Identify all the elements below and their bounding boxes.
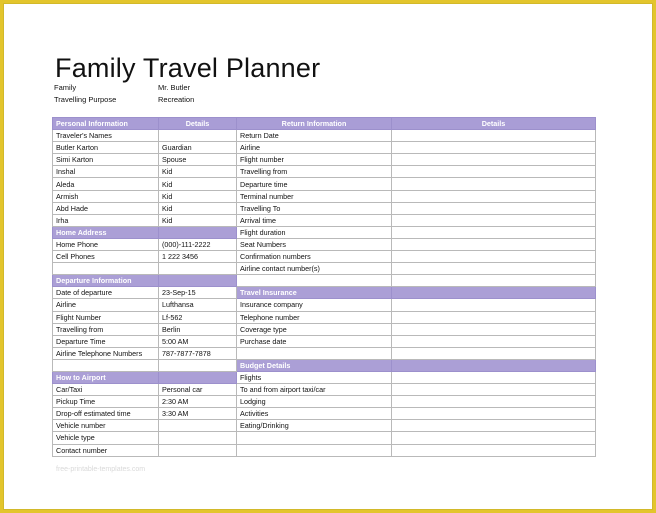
table-cell xyxy=(392,202,596,214)
table-cell xyxy=(392,190,596,202)
table-cell xyxy=(392,238,596,250)
table-cell xyxy=(392,299,596,311)
table-cell: Spouse xyxy=(159,154,237,166)
table-cell xyxy=(392,214,596,226)
table-header-cell: Return Information xyxy=(237,118,392,130)
table-cell: Departure time xyxy=(237,178,392,190)
table-cell xyxy=(392,226,596,238)
table-cell xyxy=(392,396,596,408)
table-header-cell: Personal Information xyxy=(53,118,159,130)
table-cell xyxy=(237,347,392,359)
table-cell: Vehicle number xyxy=(53,420,159,432)
table-row xyxy=(53,420,596,432)
table-cell: Kid xyxy=(159,202,237,214)
table-cell xyxy=(53,359,159,371)
table-cell: 23-Sep-15 xyxy=(159,287,237,299)
table-row xyxy=(53,311,596,323)
table-cell xyxy=(392,178,596,190)
table-cell xyxy=(392,166,596,178)
table-cell xyxy=(392,444,596,456)
table-cell: Airline Telephone Numbers xyxy=(53,347,159,359)
table-cell xyxy=(392,130,596,142)
table-cell: Return Date xyxy=(237,130,392,142)
table-cell xyxy=(392,251,596,263)
table-row xyxy=(53,214,596,226)
table-row xyxy=(53,178,596,190)
table-cell xyxy=(237,444,392,456)
table-cell: To and from airport taxi/car xyxy=(237,384,392,396)
table-cell: Terminal number xyxy=(237,190,392,202)
table-cell xyxy=(159,226,237,238)
table-row xyxy=(53,154,596,166)
table-cell xyxy=(159,130,237,142)
table-cell: Pickup Time xyxy=(53,396,159,408)
table-cell: 2:30 AM xyxy=(159,396,237,408)
table-cell: Flight Number xyxy=(53,311,159,323)
table-cell: Airline xyxy=(237,142,392,154)
meta-family-label: Family xyxy=(54,83,77,92)
table-row xyxy=(53,359,596,371)
table-cell xyxy=(392,347,596,359)
table-row xyxy=(53,202,596,214)
table-cell: Eating/Drinking xyxy=(237,420,392,432)
table-cell: Inshal xyxy=(53,166,159,178)
table-cell: Date of departure xyxy=(53,287,159,299)
table-cell: Drop-off estimated time xyxy=(53,408,159,420)
section-header-cell: Home Address xyxy=(53,226,159,238)
meta-family-value: Mr. Butler xyxy=(158,83,191,92)
table-cell: Abd Hade xyxy=(53,202,159,214)
table-cell: Coverage type xyxy=(237,323,392,335)
table-cell: Irha xyxy=(53,214,159,226)
table-cell: Insurance company xyxy=(237,299,392,311)
table-cell xyxy=(392,335,596,347)
table-row xyxy=(53,190,596,202)
table-cell: Home Phone xyxy=(53,238,159,250)
table-cell: Airline xyxy=(53,299,159,311)
table-cell: Armish xyxy=(53,190,159,202)
table-cell: 1 222 3456 xyxy=(159,251,237,263)
table-cell: Flight number xyxy=(237,154,392,166)
table-row xyxy=(53,347,596,359)
table-cell xyxy=(159,275,237,287)
table-cell xyxy=(392,408,596,420)
table-cell: Confirmation numbers xyxy=(237,251,392,263)
table-cell: Butler Karton xyxy=(53,142,159,154)
table-cell: Airline contact number(s) xyxy=(237,263,392,275)
watermark: free-printable-templates.com xyxy=(56,466,146,473)
meta-purpose-value: Recreation xyxy=(158,95,195,104)
table-row xyxy=(53,396,596,408)
table-cell xyxy=(392,142,596,154)
table-row xyxy=(53,335,596,347)
table-cell: Travelling from xyxy=(237,166,392,178)
table-cell: Travelling To xyxy=(237,202,392,214)
table-cell: Personal car xyxy=(159,384,237,396)
table-cell: Lf-562 xyxy=(159,311,237,323)
table-cell: Berlin xyxy=(159,323,237,335)
table-row xyxy=(53,432,596,444)
meta-purpose-label: Travelling Purpose xyxy=(54,95,117,104)
table-cell: Purchase date xyxy=(237,335,392,347)
table-cell: Kid xyxy=(159,178,237,190)
table-cell xyxy=(159,263,237,275)
section-header-cell: Budget Details xyxy=(237,359,392,371)
table-cell: Telephone number xyxy=(237,311,392,323)
table-cell xyxy=(392,384,596,396)
table-cell: 5:00 AM xyxy=(159,335,237,347)
table-cell xyxy=(392,371,596,383)
table-cell xyxy=(159,420,237,432)
table-cell: Contact number xyxy=(53,444,159,456)
table-cell xyxy=(237,275,392,287)
table-cell xyxy=(392,359,596,371)
table-header-cell: Details xyxy=(392,118,596,130)
table-cell xyxy=(392,275,596,287)
table-cell xyxy=(237,432,392,444)
table-cell: Guardian xyxy=(159,142,237,154)
table-cell: Vehicle type xyxy=(53,432,159,444)
table-cell: Lufthansa xyxy=(159,299,237,311)
table-row xyxy=(53,323,596,335)
table-cell xyxy=(392,432,596,444)
table-header-cell: Details xyxy=(159,118,237,130)
section-header-cell: Travel Insurance xyxy=(237,287,392,299)
table-row xyxy=(53,444,596,456)
table-cell: (000)-111-2222 xyxy=(159,238,237,250)
table-cell: Departure Time xyxy=(53,335,159,347)
table-row xyxy=(53,166,596,178)
table-header-row xyxy=(53,118,596,130)
table-cell: Car/Taxi xyxy=(53,384,159,396)
table-cell: Kid xyxy=(159,166,237,178)
table-cell xyxy=(392,287,596,299)
table-cell: Arrival time xyxy=(237,214,392,226)
table-cell: Kid xyxy=(159,214,237,226)
table-cell: Flight duration xyxy=(237,226,392,238)
table-cell xyxy=(392,420,596,432)
page-title: Family Travel Planner xyxy=(55,53,321,83)
table-cell xyxy=(392,263,596,275)
travel-planner-table xyxy=(52,117,596,457)
table-cell: Kid xyxy=(159,190,237,202)
table-cell xyxy=(159,432,237,444)
table-row xyxy=(53,251,596,263)
table-cell: Activities xyxy=(237,408,392,420)
table-row xyxy=(53,287,596,299)
table-row xyxy=(53,371,596,383)
table-cell: Travelling from xyxy=(53,323,159,335)
table-row xyxy=(53,408,596,420)
table-row xyxy=(53,226,596,238)
table-cell xyxy=(159,359,237,371)
table-cell xyxy=(159,371,237,383)
table-cell: Cell Phones xyxy=(53,251,159,263)
table-cell: Seat Numbers xyxy=(237,238,392,250)
table-row xyxy=(53,275,596,287)
table-cell: 787-7877-7878 xyxy=(159,347,237,359)
section-header-cell: How to Airport xyxy=(53,371,159,383)
table-cell: Flights xyxy=(237,371,392,383)
table-cell: Aleda xyxy=(53,178,159,190)
table-cell: 3:30 AM xyxy=(159,408,237,420)
table-row xyxy=(53,238,596,250)
document-page xyxy=(3,3,653,510)
table-cell xyxy=(53,263,159,275)
table-row xyxy=(53,299,596,311)
table-row xyxy=(53,130,596,142)
table-row xyxy=(53,384,596,396)
table-row xyxy=(53,142,596,154)
table-cell xyxy=(392,154,596,166)
table-row xyxy=(53,263,596,275)
table-cell xyxy=(392,311,596,323)
table-cell: Simi Karton xyxy=(53,154,159,166)
table-cell xyxy=(159,444,237,456)
table-cell xyxy=(392,323,596,335)
table-cell: Lodging xyxy=(237,396,392,408)
table-cell: Traveler's Names xyxy=(53,130,159,142)
section-header-cell: Departure Information xyxy=(53,275,159,287)
